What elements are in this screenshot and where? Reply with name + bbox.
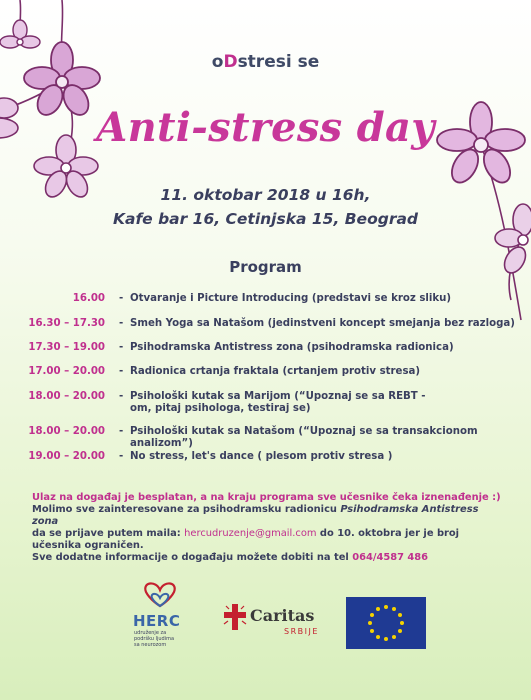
program-activity: No stress, let's dance ( plesom protiv stresa ) xyxy=(130,451,393,462)
program-time: 19.00 – 20.00 xyxy=(28,451,105,462)
eu-flag-icon xyxy=(346,597,426,649)
event-title: Anti-stress day xyxy=(96,104,435,151)
program-activity: Psihološki kutak sa Natašom (“Upoznaj se sa transakcionom analizom”) xyxy=(130,426,478,449)
program-time: 17.00 – 20.00 xyxy=(28,366,105,377)
free-entry-note: Ulaz na događaj je besplatan, a na kraju programa sve učesnike čeka iznenađenje :) xyxy=(32,492,501,503)
brand-tagline: oDstresi se xyxy=(211,52,320,72)
event-date: 11. oktobar 2018 u 16h, xyxy=(160,186,371,204)
phone-link[interactable]: 064/4587 486 xyxy=(352,552,428,563)
program-dash: - xyxy=(119,293,124,304)
program-heading: Program xyxy=(229,258,302,276)
program-time: 17.30 – 19.00 xyxy=(28,342,105,353)
program-activity: Radionica crtanja fraktala (crtanjem protiv stresa) xyxy=(130,366,421,377)
program-dash: - xyxy=(119,426,124,437)
program-dash: - xyxy=(119,366,124,377)
caritas-logo-text: Caritas xyxy=(250,606,315,625)
email-link[interactable]: hercudruzenje@gmail.com xyxy=(184,528,317,539)
program-dash: - xyxy=(119,342,124,353)
registration-note: Molimo sve zainteresovane za psihodramsku radionicu Psihodramska Antistress zona xyxy=(32,504,479,527)
registration-email-line: da se prijave putem maila: hercudruzenje@gmail.com do 10. oktobra jer je broj učesnika ograničen. xyxy=(32,528,460,551)
event-info xyxy=(32,492,502,564)
program-time: 16.00 xyxy=(72,293,105,304)
program-dash: - xyxy=(119,451,124,462)
herc-logo-text: HERC xyxy=(133,612,181,630)
program-activity: Psihodramska Antistress zona (psihodramska radionica) xyxy=(130,342,454,353)
program-time: 16.30 – 17.30 xyxy=(28,318,105,329)
herc-logo-subtitle: udruženje za podršku ljudima sa neurozom xyxy=(134,630,175,648)
program-activity: Otvaranje i Picture Introducing (predstavi se kroz sliku) xyxy=(130,293,452,304)
program-time: 18.00 – 20.00 xyxy=(28,426,105,437)
event-place: Kafe bar 16, Cetinjska 15, Beograd xyxy=(112,210,419,228)
program-dash: - xyxy=(119,318,124,329)
herc-logo-icon xyxy=(138,576,182,616)
program-activity: Psihološki kutak sa Marijom (“Upoznaj se sa REBT - om, pitaj psihologa, testiraj se) xyxy=(130,391,426,414)
caritas-logo-subtitle: SRBIJE xyxy=(284,627,319,636)
caritas-logo-icon xyxy=(220,602,250,632)
program-dash: - xyxy=(119,391,124,402)
program-time: 18.00 – 20.00 xyxy=(28,391,105,402)
phone-line: Sve dodatne informacije o događaju možete dobiti na tel 064/4587 486 xyxy=(32,552,428,563)
program-activity: Smeh Yoga sa Natašom (jedinstveni koncept smejanja bez razloga) xyxy=(130,318,515,329)
event-date-place xyxy=(0,183,531,231)
